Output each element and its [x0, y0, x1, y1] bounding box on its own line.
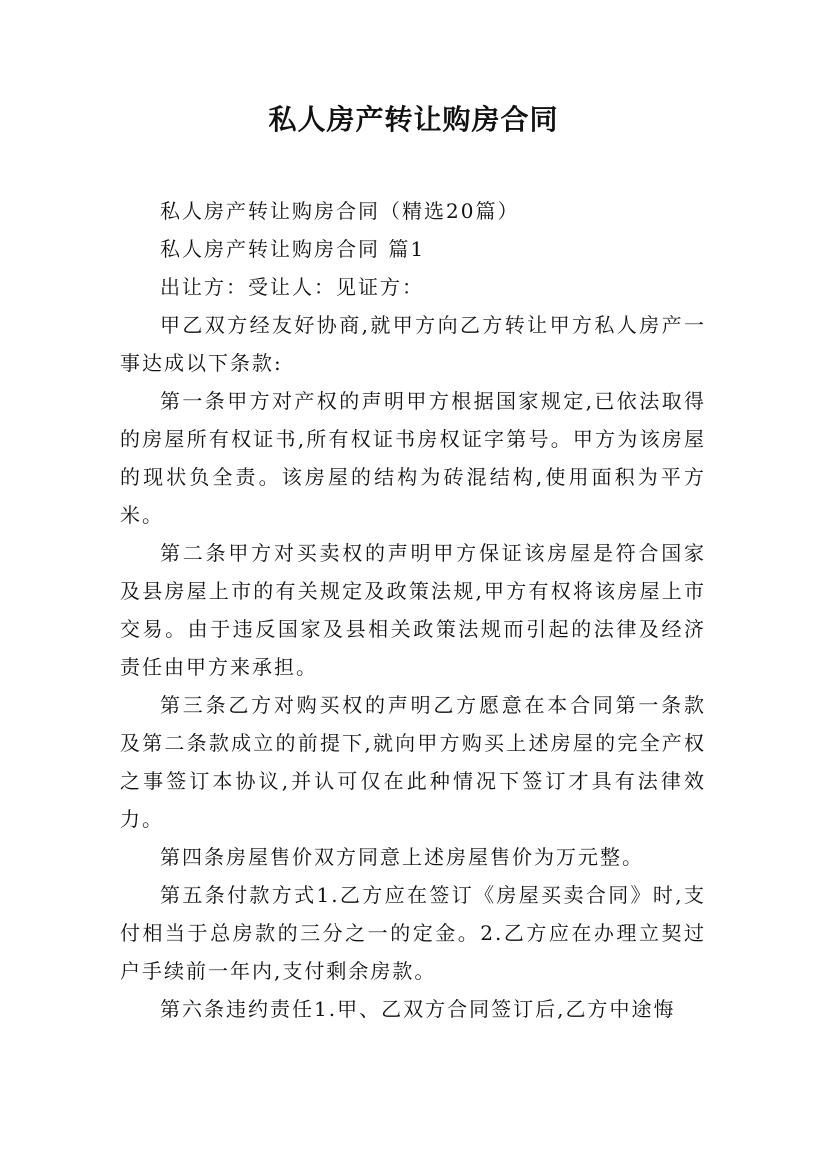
document-body [120, 192, 706, 1028]
paragraph: 第六条违约责任1.甲、乙双方合同签订后,乙方中途悔 [160, 997, 676, 1021]
paragraph: 第四条房屋售价双方同意上述房屋售价为万元整。 [160, 845, 644, 869]
paragraph: 第三条乙方对购买权的声明乙方愿意在本合同第一条款及第二条款成立的前提下,就向甲方购买上述房屋的完全产权之事签订本协议,并认可仅在此种情况下签订才具有法律效力。 [120, 693, 706, 831]
paragraph: 第一条甲方对产权的声明甲方根据国家规定,已依法取得的房屋所有权证书,所有权证书房权证字第号。甲方为该房屋的现状负全责。该房屋的结构为砖混结构,使用面积为平方米。 [120, 389, 706, 527]
paragraph: 私人房产转让购房合同 篇1 [160, 237, 426, 261]
paragraph: 出让方：受让人：见证方： [160, 275, 424, 299]
paragraph: 私人房产转让购房合同（精选20篇） [160, 199, 520, 223]
paragraph: 第二条甲方对买卖权的声明甲方保证该房屋是符合国家及县房屋上市的有关规定及政策法规,甲方有权将该房屋上市交易。由于违反国家及县相关政策法规而引起的法律及经济责任由甲方来承担。 [120, 541, 706, 679]
document-title: 私人房产转让购房合同 [268, 103, 559, 136]
paragraph: 第五条付款方式1.乙方应在签订《房屋买卖合同》时,支付相当于总房款的三分之一的定金。2.乙方应在办理立契过户手续前一年内,支付剩余房款。 [120, 883, 706, 983]
paragraph: 甲乙双方经友好协商,就甲方向乙方转让甲方私人房产一事达成以下条款: [120, 313, 706, 375]
